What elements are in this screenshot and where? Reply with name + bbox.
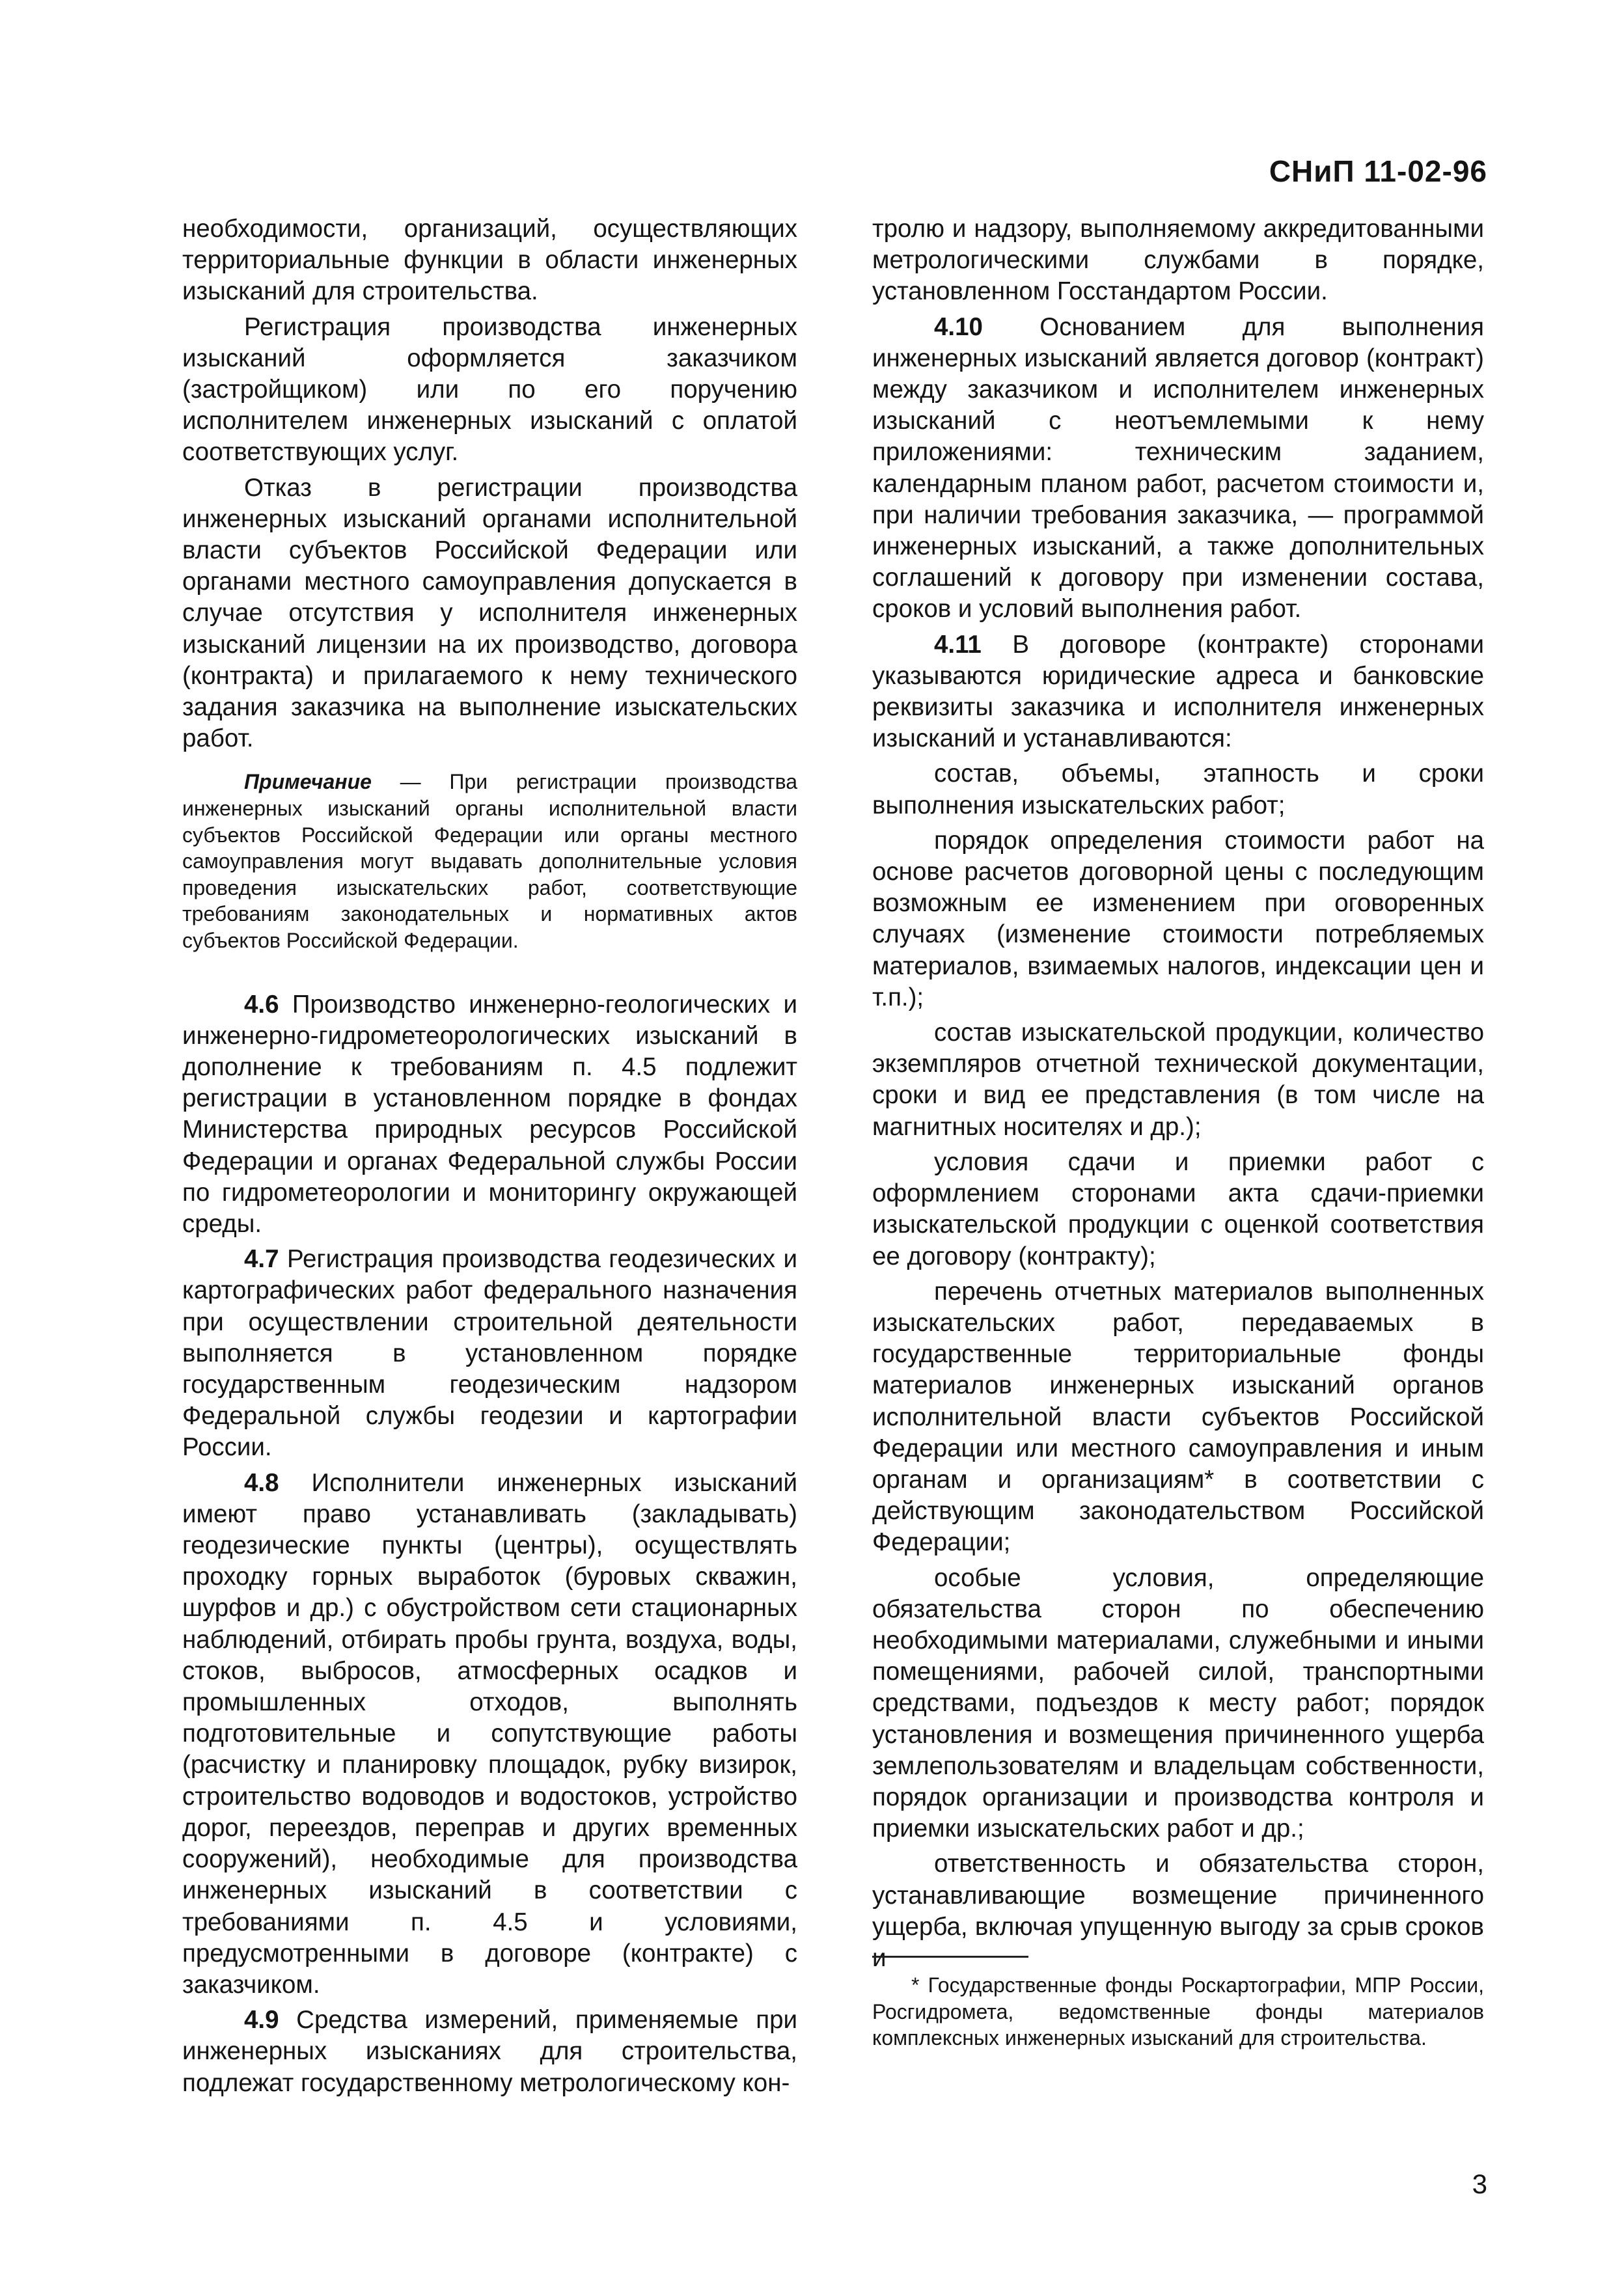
section-number: 4.8	[244, 1468, 279, 1497]
right-column	[872, 213, 1484, 1974]
list-item: состав, объемы, этапность и сроки выполнения изыскательских работ;	[872, 760, 1484, 819]
list-item: перечень отчетных материалов выполненных изыскательских работ, передаваемых в государственные территориальные фонды материалов инженерных изысканий органов исполнительной власти субъектов Российской Федерации или местного самоуправления и иным органам и организациям* в соответствии с действующим законодательством Российской Федерации;	[872, 1277, 1484, 1557]
list-item: условия сдачи и приемки работ с оформлением сторонами акта сдачи-приемки изыскательской продукции с оценкой соответствия ее договору (контракту);	[872, 1147, 1484, 1270]
section-4-10	[872, 312, 1484, 625]
section-text: В договоре (контракте) сторонами указываются юридические адреса и банковские реквизиты заказчика и исполнителя инженерных изысканий и устанавливаются:	[872, 630, 1484, 753]
section-number: 4.9	[244, 2006, 279, 2035]
section-number: 4.10	[934, 312, 983, 341]
section-number: 4.6	[244, 990, 279, 1019]
section-4-6	[182, 989, 797, 1240]
footnote-separator	[872, 1956, 1028, 1958]
page-number: 3	[1472, 2169, 1487, 2199]
section-text: Исполнители инженерных изысканий имеют право устанавливать (закладывать) геодезические пункты (центры), осуществлять проходку горных выработок (буровых скважин, шурфов и др.) с обустройством сети стационарных наблюдений, отбирать пробы грунта, воздуха, воды, стоков, выбросов, атмосферных осадков и промышленных отходов, выполнять подготовительные и сопутствующие работы (расчистку и планировку площадок, рубку визирок, строительство водоводов и водостоков, устройство дорог, переездов, переправ и других временных сооружений), необходимые для производства инженерных изысканий в соответствии с требованиями п. 4.5 и условиями, предусмотренными в договоре (контракте) с заказчиком.	[182, 1468, 797, 1999]
left-column	[182, 213, 797, 2099]
section-4-9	[182, 2005, 797, 2099]
note	[182, 769, 797, 953]
list-item: ответственность и обязательства сторон, устанавливающие возмещение причиненного ущерба, включая упущенную выгоду за срыв сроков и	[872, 1850, 1484, 1972]
section-4-11	[872, 629, 1484, 755]
section-number: 4.11	[934, 630, 982, 659]
paragraph: Регистрация производства инженерных изысканий оформляется заказчиком (застройщиком) или по его поручению исполнителем инженерных изысканий с оплатой соответствующих услуг.	[182, 312, 797, 467]
note-text: — При регистрации производства инженерных изысканий органы исполнительной власти субъектов Российской Федерации или органы местного самоуправления могут выдавать дополнительные условия проведения изыскательских работ, соответствующие требованиям законодательных и нормативных актов субъектов Российской Федерации.	[182, 770, 797, 953]
section-4-8	[182, 1468, 797, 2001]
section-4-7	[182, 1244, 797, 1463]
section-text: Основанием для выполнения инженерных изысканий является договор (контракт) между заказчиком и исполнителем инженерных изысканий с неотъемлемыми к нему приложениями: техническим заданием, календарным планом работ, расчетом стоимости и, при наличии требования заказчика, — программой инженерных изысканий, а также дополнительных соглашений к договору при изменении состава, сроков и условий выполнения работ.	[872, 312, 1484, 624]
paragraph: необходимости, организаций, осуществляющих территориальные функции в области инженерных изысканий для строительства.	[182, 215, 797, 306]
footnote: * Государственные фонды Роскартографии, МПР России, Росгидромета, ведомственные фонды материалов комплексных инженерных изысканий для строительства.	[872, 1973, 1484, 2050]
document-code: СНиП 11-02-96	[1269, 154, 1487, 188]
list-item: порядок определения стоимости работ на основе расчетов договорной цены с последующим возможным ее изменением при оговоренных случаях (изменение стоимости потребляемых материалов, взимаемых налогов, индексации цен и т.п.);	[872, 826, 1484, 1011]
section-text: Производство инженерно-геологических и инженерно-гидрометеорологических изысканий в дополнение к требованиям п. 4.5 подлежит регистрации в установленном порядке в фондах Министерства природных ресурсов Российской Федерации и органах Федеральной службы России по гидрометеорологии и мониторингу окружающей среды.	[182, 990, 797, 1239]
list-item: состав изыскательской продукции, количество экземпляров отчетной технической документации, сроки и вид ее представления (в том числе на магнитных носителях и др.);	[872, 1019, 1484, 1141]
section-number: 4.7	[244, 1245, 279, 1274]
paragraph: Отказ в регистрации производства инженерных изысканий органами исполнительной власти субъектов Российской Федерации или органами местного самоуправления допускается в случае отсутствия у исполнителя инженерных изысканий лицензии на их производство, договора (контракта) и прилагаемого к нему технического задания заказчика на выполнение изыскательских работ.	[182, 473, 797, 753]
section-text: Регистрация производства геодезических и картографических работ федерального назначения при осуществлении строительной деятельности выполняется в установленном порядке государственным геодезическим надзором Федеральной службы геодезии и картографии России.	[182, 1245, 797, 1462]
list-item: особые условия, определяющие обязательства сторон по обеспечению необходимыми материалами, служебными и иными помещениями, рабочей силой, транспортными средствами, подъездов к месту работ; порядок установления и возмещения причиненного ущерба землепользователям и владельцам собственности, порядок организации и производства контроля и приемки изыскательских работ и др.;	[872, 1563, 1484, 1843]
paragraph: тролю и надзору, выполняемому аккредитованными метрологическими службами в порядке, установленном Госстандартом России.	[872, 215, 1484, 306]
note-label: Примечание	[244, 770, 372, 794]
section-text: Средства измерений, применяемые при инженерных изысканиях для строительства, подлежат государственному метрологическому кон-	[182, 2006, 797, 2097]
